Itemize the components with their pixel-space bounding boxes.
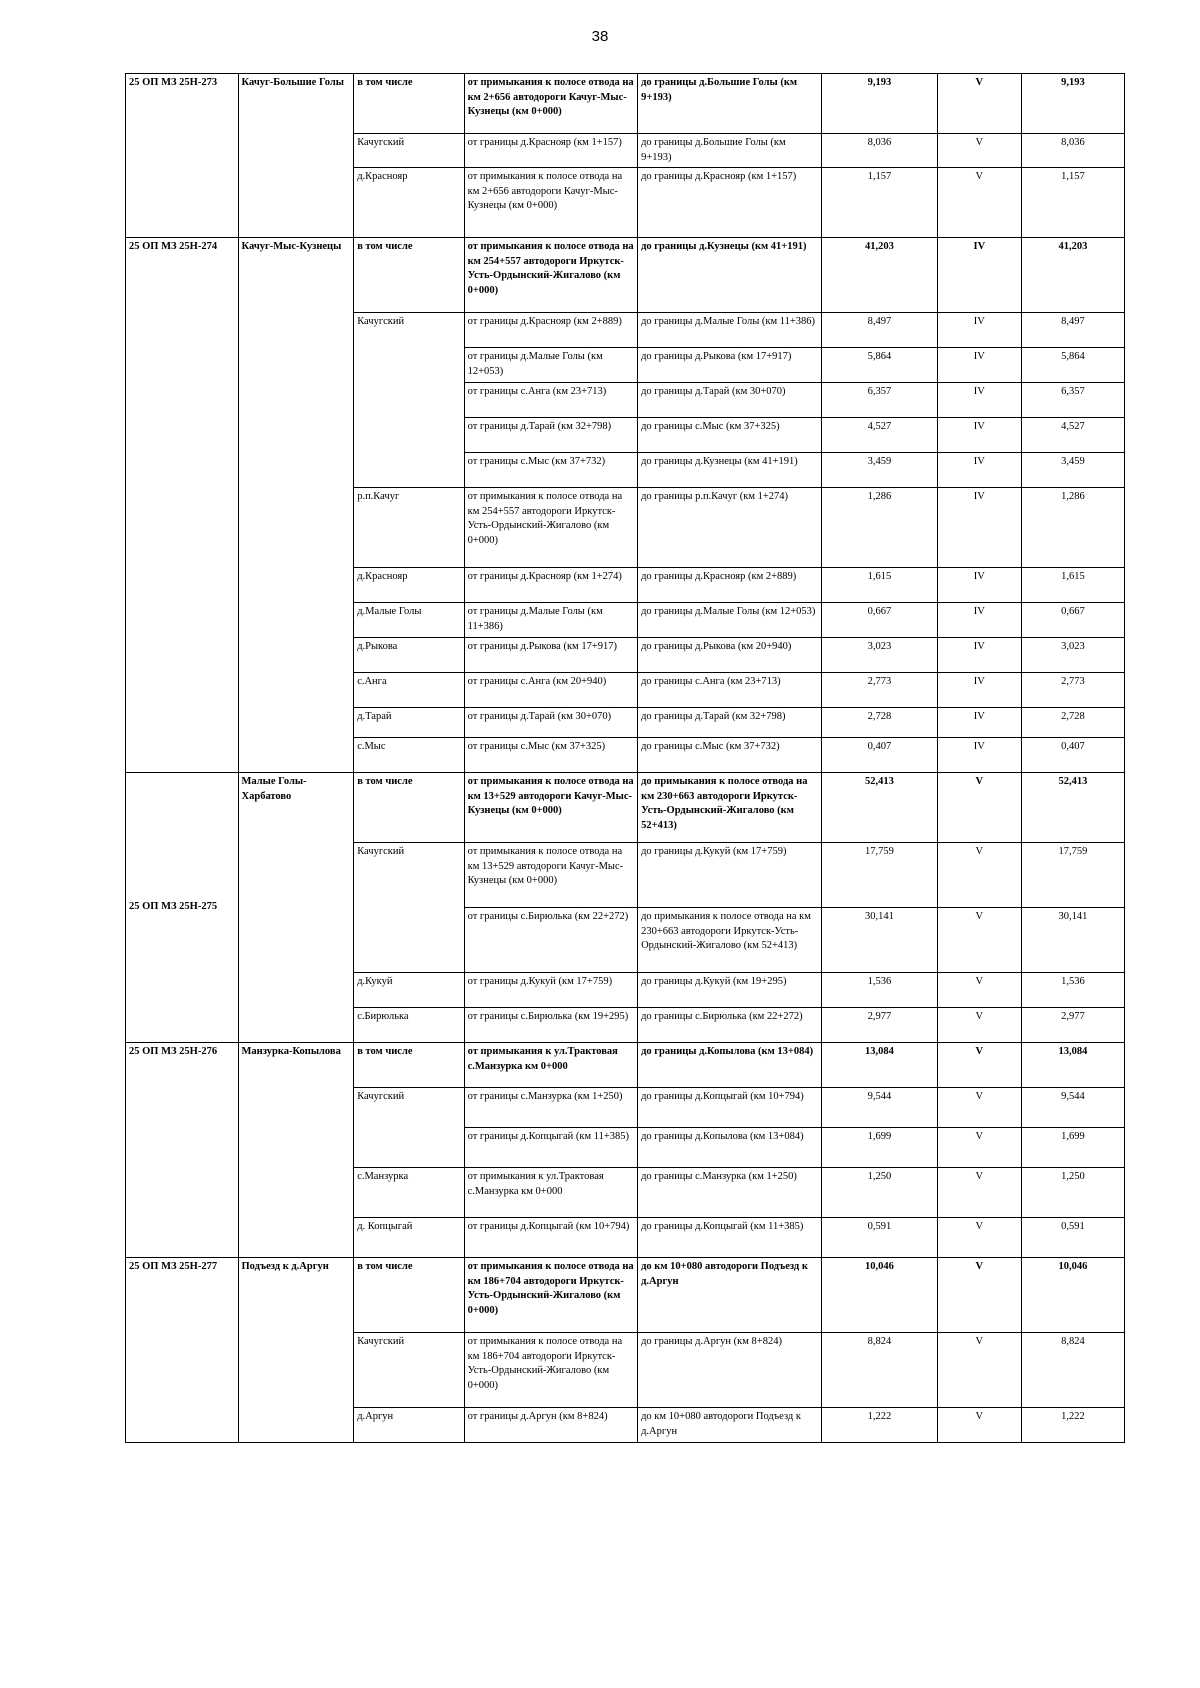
length-cell: 1,699 [822, 1128, 938, 1168]
length-cell: 41,203 [822, 238, 938, 313]
district-cell: в том числе [354, 238, 464, 313]
category-cell: V [937, 1043, 1021, 1088]
to-cell: до границы с.Анга (км 23+713) [638, 673, 822, 708]
category-cell: IV [937, 488, 1021, 568]
length-cell: 3,459 [822, 453, 938, 488]
total-cell: 5,864 [1021, 348, 1124, 383]
total-cell: 6,357 [1021, 383, 1124, 418]
to-cell: до границы д.Кузнецы (км 41+191) [638, 238, 822, 313]
length-cell: 0,407 [822, 738, 938, 773]
category-cell: V [937, 843, 1021, 908]
district-cell: д.Краснояр [354, 568, 464, 603]
total-cell: 1,615 [1021, 568, 1124, 603]
from-cell: от примыкания к полосе отвода на км 254+557 автодороги Иркутск-Усть-Ордынский-Жигалово (км 0+000) [464, 488, 638, 568]
to-cell: до границы с.Мыс (км 37+325) [638, 418, 822, 453]
from-cell: от примыкания к полосе отвода на км 254+557 автодороги Иркутск-Усть-Ордынский-Жигалово (км 0+000) [464, 238, 638, 313]
district-cell: Качугский [354, 1333, 464, 1408]
district-cell: д.Аргун [354, 1408, 464, 1443]
district-cell: Качугский [354, 313, 464, 488]
category-cell: V [937, 1168, 1021, 1218]
length-cell: 8,824 [822, 1333, 938, 1408]
length-cell: 4,527 [822, 418, 938, 453]
total-cell: 8,497 [1021, 313, 1124, 348]
total-cell: 3,023 [1021, 638, 1124, 673]
total-cell: 1,222 [1021, 1408, 1124, 1443]
district-cell: Качугский [354, 134, 464, 168]
length-cell: 6,357 [822, 383, 938, 418]
road-name-cell: Качуг-Мыс-Кузнецы [238, 238, 354, 773]
category-cell: IV [937, 313, 1021, 348]
from-cell: от границы д.Копцыгай (км 10+794) [464, 1218, 638, 1258]
category-cell: V [937, 1258, 1021, 1333]
table-row [126, 1258, 1125, 1333]
to-cell: до границы д.Тарай (км 32+798) [638, 708, 822, 738]
table-row [126, 773, 1125, 843]
to-cell: до границы д.Кукуй (км 17+759) [638, 843, 822, 908]
to-cell: до примыкания к полосе отвода на км 230+663 автодороги Иркутск-Усть-Ордынский-Жигалово (км 52+413) [638, 773, 822, 843]
from-cell: от границы д.Краснояр (км 1+157) [464, 134, 638, 168]
category-cell: IV [937, 383, 1021, 418]
category-cell: V [937, 134, 1021, 168]
district-cell: в том числе [354, 74, 464, 134]
district-cell: Качугский [354, 843, 464, 973]
category-cell: IV [937, 418, 1021, 453]
category-cell: V [937, 1408, 1021, 1443]
category-cell: V [937, 1333, 1021, 1408]
from-cell: от примыкания к ул.Трактовая с.Манзурка км 0+000 [464, 1168, 638, 1218]
to-cell: до границы д.Копылова (км 13+084) [638, 1043, 822, 1088]
from-cell: от границы с.Манзурка (км 1+250) [464, 1088, 638, 1128]
district-cell: с.Бирюлька [354, 1008, 464, 1043]
road-id-cell: 25 ОП МЗ 25Н-273 [126, 74, 239, 238]
district-cell: с.Манзурка [354, 1168, 464, 1218]
length-cell: 52,413 [822, 773, 938, 843]
length-cell: 1,222 [822, 1408, 938, 1443]
category-cell: IV [937, 638, 1021, 673]
category-cell: IV [937, 568, 1021, 603]
total-cell: 0,591 [1021, 1218, 1124, 1258]
from-cell: от границы д.Кукуй (км 17+759) [464, 973, 638, 1008]
to-cell: до границы д.Копылова (км 13+084) [638, 1128, 822, 1168]
total-cell: 1,250 [1021, 1168, 1124, 1218]
category-cell: V [937, 773, 1021, 843]
to-cell: до границы с.Мыс (км 37+732) [638, 738, 822, 773]
length-cell: 1,536 [822, 973, 938, 1008]
from-cell: от границы с.Анга (км 20+940) [464, 673, 638, 708]
road-id-cell: 25 ОП МЗ 25Н-277 [126, 1258, 239, 1443]
category-cell: IV [937, 708, 1021, 738]
total-cell: 17,759 [1021, 843, 1124, 908]
to-cell: до границы д.Копцыгай (км 11+385) [638, 1218, 822, 1258]
district-cell: р.п.Качуг [354, 488, 464, 568]
to-cell: до границы с.Бирюлька (км 22+272) [638, 1008, 822, 1043]
length-cell: 0,667 [822, 603, 938, 638]
from-cell: от границы д.Малые Голы (км 12+053) [464, 348, 638, 383]
road-table [125, 73, 1125, 1443]
table-row [126, 74, 1125, 134]
from-cell: от границы д.Тарай (км 32+798) [464, 418, 638, 453]
page-number: 38 [591, 28, 609, 45]
total-cell: 0,407 [1021, 738, 1124, 773]
district-cell: д.Кукуй [354, 973, 464, 1008]
length-cell: 17,759 [822, 843, 938, 908]
length-cell: 9,193 [822, 74, 938, 134]
from-cell: от границы с.Анга (км 23+713) [464, 383, 638, 418]
from-cell: от примыкания к полосе отвода на км 2+656 автодороги Качуг-Мыс-Кузнецы (км 0+000) [464, 168, 638, 238]
length-cell: 30,141 [822, 908, 938, 973]
district-cell: д.Рыкова [354, 638, 464, 673]
category-cell: V [937, 908, 1021, 973]
to-cell: до границы д.Малые Голы (км 12+053) [638, 603, 822, 638]
total-cell: 8,036 [1021, 134, 1124, 168]
to-cell: до границы д.Большие Голы (км 9+193) [638, 134, 822, 168]
category-cell: V [937, 74, 1021, 134]
category-cell: V [937, 1008, 1021, 1043]
total-cell: 1,699 [1021, 1128, 1124, 1168]
table-row [126, 1043, 1125, 1088]
to-cell: до примыкания к полосе отвода на км 230+663 автодороги Иркутск-Усть-Ордынский-Жигалово (км 52+413) [638, 908, 822, 973]
district-cell: в том числе [354, 773, 464, 843]
length-cell: 3,023 [822, 638, 938, 673]
to-cell: до границы д.Рыкова (км 17+917) [638, 348, 822, 383]
from-cell: от примыкания к полосе отвода на км 186+704 автодороги Иркутск-Усть-Ордынский-Жигалово (км 0+000) [464, 1258, 638, 1333]
to-cell: до границы д.Тарай (км 30+070) [638, 383, 822, 418]
to-cell: до км 10+080 автодороги Подъезд к д.Аргун [638, 1408, 822, 1443]
from-cell: от границы д.Краснояр (км 1+274) [464, 568, 638, 603]
to-cell: до границы р.п.Качуг (км 1+274) [638, 488, 822, 568]
to-cell: до границы д.Краснояр (км 1+157) [638, 168, 822, 238]
category-cell: V [937, 1088, 1021, 1128]
total-cell: 30,141 [1021, 908, 1124, 973]
total-cell: 0,667 [1021, 603, 1124, 638]
length-cell: 1,286 [822, 488, 938, 568]
road-id-cell: 25 ОП МЗ 25Н-275 [126, 773, 239, 1043]
road-id-cell: 25 ОП МЗ 25Н-274 [126, 238, 239, 773]
total-cell: 3,459 [1021, 453, 1124, 488]
length-cell: 2,728 [822, 708, 938, 738]
to-cell: до границы д.Кузнецы (км 41+191) [638, 453, 822, 488]
to-cell: до границы д.Краснояр (км 2+889) [638, 568, 822, 603]
total-cell: 13,084 [1021, 1043, 1124, 1088]
road-name-cell: Качуг-Большие Голы [238, 74, 354, 238]
length-cell: 1,615 [822, 568, 938, 603]
district-cell: с.Мыс [354, 738, 464, 773]
total-cell: 9,544 [1021, 1088, 1124, 1128]
to-cell: до границы д.Большие Голы (км 9+193) [638, 74, 822, 134]
category-cell: IV [937, 738, 1021, 773]
length-cell: 1,250 [822, 1168, 938, 1218]
length-cell: 13,084 [822, 1043, 938, 1088]
to-cell: до границы д.Кукуй (км 19+295) [638, 973, 822, 1008]
from-cell: от примыкания к полосе отвода на км 13+529 автодороги Качуг-Мыс-Кузнецы (км 0+000) [464, 843, 638, 908]
to-cell: до км 10+080 автодороги Подъезд к д.Аргун [638, 1258, 822, 1333]
from-cell: от примыкания к полосе отвода на км 2+656 автодороги Качуг-Мыс-Кузнецы (км 0+000) [464, 74, 638, 134]
total-cell: 10,046 [1021, 1258, 1124, 1333]
length-cell: 8,036 [822, 134, 938, 168]
from-cell: от границы с.Бирюлька (км 19+295) [464, 1008, 638, 1043]
from-cell: от границы д.Рыкова (км 17+917) [464, 638, 638, 673]
total-cell: 52,413 [1021, 773, 1124, 843]
total-cell: 2,977 [1021, 1008, 1124, 1043]
from-cell: от границы д.Краснояр (км 2+889) [464, 313, 638, 348]
length-cell: 1,157 [822, 168, 938, 238]
category-cell: V [937, 1218, 1021, 1258]
to-cell: до границы д.Копцыгай (км 10+794) [638, 1088, 822, 1128]
total-cell: 1,157 [1021, 168, 1124, 238]
total-cell: 2,773 [1021, 673, 1124, 708]
length-cell: 9,544 [822, 1088, 938, 1128]
table-row [126, 238, 1125, 313]
total-cell: 41,203 [1021, 238, 1124, 313]
category-cell: V [937, 973, 1021, 1008]
total-cell: 2,728 [1021, 708, 1124, 738]
road-name-cell: Манзурка-Копылова [238, 1043, 354, 1258]
from-cell: от границы д.Аргун (км 8+824) [464, 1408, 638, 1443]
from-cell: от границы с.Мыс (км 37+325) [464, 738, 638, 773]
from-cell: от границы с.Бирюлька (км 22+272) [464, 908, 638, 973]
length-cell: 10,046 [822, 1258, 938, 1333]
road-name-cell: Малые Голы-Харбатово [238, 773, 354, 1043]
district-cell: д. Копцыгай [354, 1218, 464, 1258]
category-cell: IV [937, 603, 1021, 638]
road-id-cell: 25 ОП МЗ 25Н-276 [126, 1043, 239, 1258]
from-cell: от примыкания к полосе отвода на км 13+529 автодороги Качуг-Мыс-Кузнецы (км 0+000) [464, 773, 638, 843]
length-cell: 2,977 [822, 1008, 938, 1043]
category-cell: V [937, 1128, 1021, 1168]
length-cell: 5,864 [822, 348, 938, 383]
district-cell: д.Малые Голы [354, 603, 464, 638]
total-cell: 4,527 [1021, 418, 1124, 453]
category-cell: IV [937, 453, 1021, 488]
to-cell: до границы с.Манзурка (км 1+250) [638, 1168, 822, 1218]
district-cell: в том числе [354, 1258, 464, 1333]
length-cell: 2,773 [822, 673, 938, 708]
length-cell: 0,591 [822, 1218, 938, 1258]
district-cell: д.Тарай [354, 708, 464, 738]
from-cell: от границы с.Мыс (км 37+732) [464, 453, 638, 488]
to-cell: до границы д.Аргун (км 8+824) [638, 1333, 822, 1408]
length-cell: 8,497 [822, 313, 938, 348]
category-cell: IV [937, 238, 1021, 313]
from-cell: от примыкания к ул.Трактовая с.Манзурка км 0+000 [464, 1043, 638, 1088]
district-cell: в том числе [354, 1043, 464, 1088]
to-cell: до границы д.Рыкова (км 20+940) [638, 638, 822, 673]
total-cell: 1,536 [1021, 973, 1124, 1008]
from-cell: от примыкания к полосе отвода на км 186+704 автодороги Иркутск-Усть-Ордынский-Жигалово (км 0+000) [464, 1333, 638, 1408]
total-cell: 9,193 [1021, 74, 1124, 134]
category-cell: V [937, 168, 1021, 238]
road-name-cell: Подъезд к д.Аргун [238, 1258, 354, 1443]
to-cell: до границы д.Малые Голы (км 11+386) [638, 313, 822, 348]
district-cell: д.Краснояр [354, 168, 464, 238]
category-cell: IV [937, 348, 1021, 383]
from-cell: от границы д.Тарай (км 30+070) [464, 708, 638, 738]
category-cell: IV [937, 673, 1021, 708]
total-cell: 8,824 [1021, 1333, 1124, 1408]
district-cell: с.Анга [354, 673, 464, 708]
from-cell: от границы д.Малые Голы (км 11+386) [464, 603, 638, 638]
from-cell: от границы д.Копцыгай (км 11+385) [464, 1128, 638, 1168]
district-cell: Качугский [354, 1088, 464, 1168]
total-cell: 1,286 [1021, 488, 1124, 568]
